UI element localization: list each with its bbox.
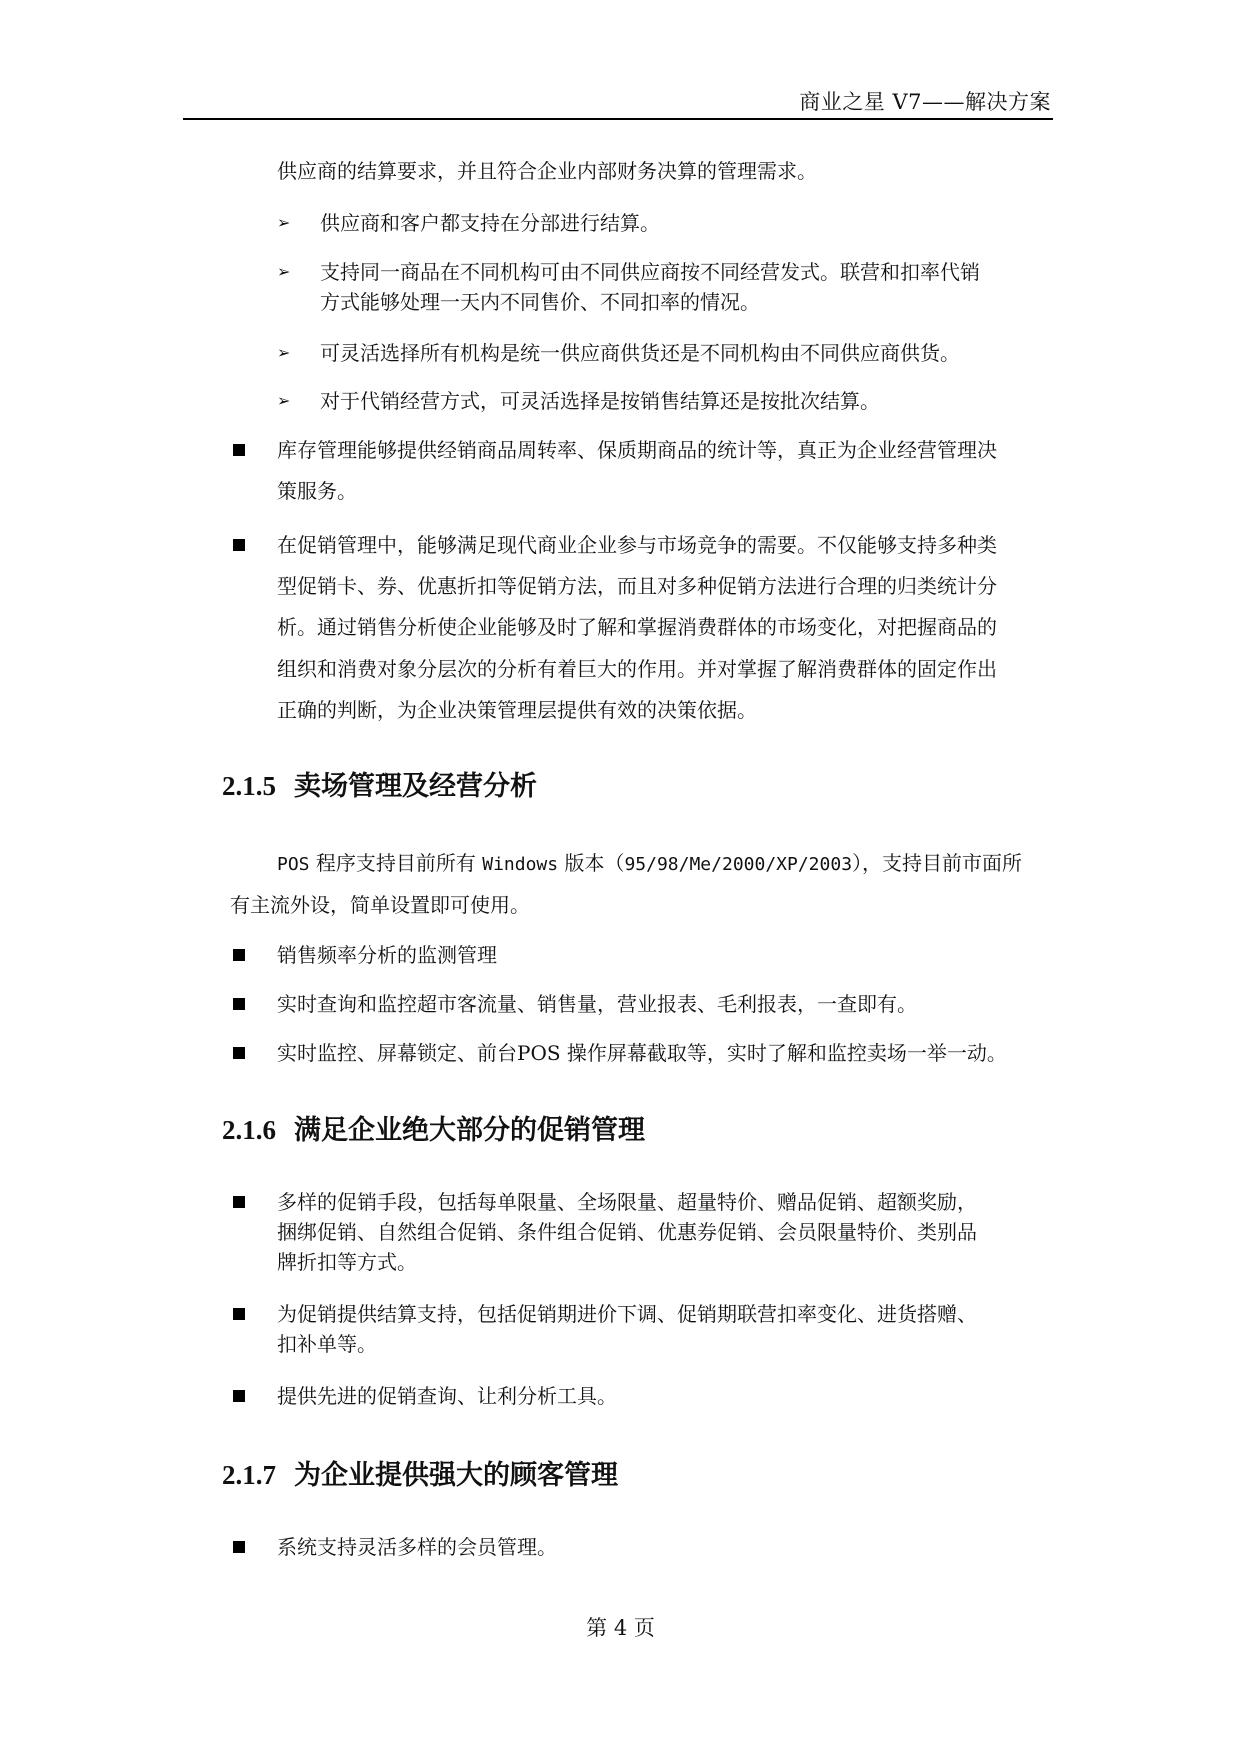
section-heading [222, 769, 537, 804]
bullet-text: 实时监控、屏幕锁定、前台POS 操作屏幕截取等，实时了解和监控卖场一举一动。 [277, 1041, 1007, 1065]
paragraph-line [277, 848, 1022, 880]
bullet-text: 库存管理能够提供经销商品周转率、保质期商品的统计等，真正为企业经营管理决 [277, 438, 997, 462]
section-heading [222, 1113, 645, 1148]
section-heading [222, 1458, 618, 1493]
section-number: 2.1.5 [222, 771, 276, 801]
sub-bullet-text: 方式能够处理一天内不同售价、不同扣率的情况。 [320, 290, 760, 314]
square-bullet-icon [233, 539, 245, 551]
square-bullet-icon [233, 1308, 245, 1320]
bullet-text: 捆绑促销、自然组合促销、条件组合促销、优惠券促销、会员限量特价、类别品 [277, 1220, 977, 1244]
windows-term: Windows [482, 854, 559, 875]
arrow-bullet-icon: ➢ [277, 213, 291, 232]
bullet-text: 型促销卡、券、优惠折扣等促销方法，而且对多种促销方法进行合理的归类统计分 [277, 574, 997, 598]
sub-bullet-text: 支持同一商品在不同机构可由不同供应商按不同经营发式。联营和扣率代销 [320, 260, 980, 284]
paragraph-fragment: ），支持目前市面所 [852, 851, 1023, 875]
page-header [183, 86, 1053, 120]
section-title: 卖场管理及经营分析 [294, 771, 537, 802]
square-bullet-icon [233, 1541, 245, 1553]
square-bullet-icon [233, 949, 245, 961]
continuation-text: 供应商的结算要求，并且符合企业内部财务决算的管理需求。 [277, 159, 817, 183]
header-title: 商业之星 V7——解决方案 [799, 90, 1051, 114]
arrow-bullet-icon: ➢ [277, 343, 291, 362]
bullet-text: 策服务。 [277, 479, 357, 503]
pos-term: POS [277, 854, 310, 875]
bullet-text: 在促销管理中，能够满足现代商业企业参与市场竞争的需要。不仅能够支持多种类 [277, 533, 997, 557]
bullet-text: 牌折扣等方式。 [277, 1250, 417, 1274]
square-bullet-icon [233, 1047, 245, 1059]
section-title: 为企业提供强大的顾客管理 [294, 1460, 618, 1491]
page-number: 第 4 页 [586, 1616, 655, 1640]
bullet-text: 系统支持灵活多样的会员管理。 [277, 1535, 557, 1559]
sub-bullet-text: 供应商和客户都支持在分部进行结算。 [320, 211, 660, 235]
arrow-bullet-icon: ➢ [277, 262, 291, 281]
square-bullet-icon [233, 998, 245, 1010]
bullet-text: 扣补单等。 [277, 1332, 377, 1356]
section-number: 2.1.7 [222, 1460, 276, 1490]
bullet-text: 销售频率分析的监测管理 [277, 943, 497, 967]
square-bullet-icon [233, 444, 245, 456]
paragraph-fragment: 程序支持目前所有 [315, 851, 476, 875]
bullet-text: 组织和消费对象分层次的分析有着巨大的作用。并对掌握了解消费群体的固定作出 [277, 657, 997, 681]
arrow-bullet-icon: ➢ [277, 391, 291, 410]
section-title: 满足企业绝大部分的促销管理 [294, 1115, 645, 1146]
square-bullet-icon [233, 1390, 245, 1402]
bullet-text: 析。通过销售分析使企业能够及时了解和掌握消费群体的市场变化，对把握商品的 [277, 615, 997, 639]
paragraph-fragment: 版本（ [564, 851, 625, 875]
bullet-text: 实时查询和监控超市客流量、销售量，营业报表、毛利报表，一查即有。 [277, 992, 917, 1016]
bullet-text: 正确的判断，为企业决策管理层提供有效的决策依据。 [277, 698, 757, 722]
sub-bullet-text: 可灵活选择所有机构是统一供应商供货还是不同机构由不同供应商供货。 [320, 341, 960, 365]
bullet-text: 为促销提供结算支持，包括促销期进价下调、促销期联营扣率变化、进货搭赠、 [277, 1302, 977, 1326]
section-number: 2.1.6 [222, 1115, 276, 1145]
bullet-text: 提供先进的促销查询、让利分析工具。 [277, 1384, 617, 1408]
paragraph-line: 有主流外设，简单设置即可使用。 [230, 893, 530, 917]
sub-bullet-text: 对于代销经营方式，可灵活选择是按销售结算还是按批次结算。 [320, 389, 880, 413]
square-bullet-icon [233, 1196, 245, 1208]
bullet-text: 多样的促销手段，包括每单限量、全场限量、超量特价、赠品促销、超额奖励， [277, 1190, 977, 1214]
version-list: 95/98/Me/2000/XP/2003 [624, 854, 853, 875]
